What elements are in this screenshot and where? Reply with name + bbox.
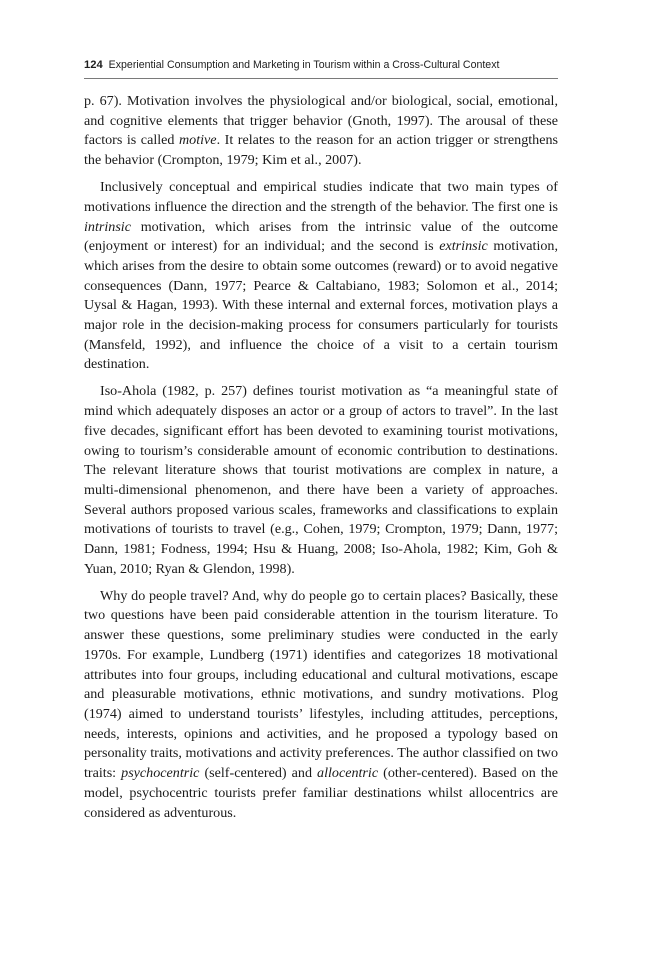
paragraph-tourist-motivation <box>84 382 558 579</box>
text-run: motivation, which arises from the intrinsic value of the outcome (enjoyment or interest) for an individual; and the second is <box>84 218 558 255</box>
italic-term-extrinsic: extrinsic <box>439 238 488 255</box>
paragraph-motivation-types <box>84 178 558 375</box>
text-run: . It relates to the reason for an action trigger or strengthens the behavior (Crompton, 1979; Kim et al., 2007). <box>84 132 558 169</box>
text-run: Why do people travel? And, why do people go to certain places? Basically, these two questions have been paid considerable attention in the tourism literature. To answer these questions, some preliminary studies were conducted in the early 1970s. For example, Lundberg (1971) identifies and categorizes 18 motivational attributes into four groups, including educational and cultural motivations, escape and pleasurable motivations, ethnic motivations, and sundry motivations. Plog (1974) aimed to understand tourists’ lifestyles, including attitudes, perceptions, needs, interests, opinions and activities, and he proposed a typology based on personality traits, motivations and activity preferences. The author classified on two traits: <box>84 587 558 782</box>
text-run: (other-centered). Based on the model, psychocentric tourists prefer familiar destinations whilst allocentrics are considered as adventurous. <box>84 765 558 821</box>
text-run: Inclusively conceptual and empirical studies indicate that two main types of motivations influence the direction and the strength of the behavior. The first one is <box>84 179 558 215</box>
body-text <box>84 92 558 823</box>
text-run: p. 67). Motivation involves the physiological and/or biological, social, emotional, and cognitive elements that trigger behavior (Gnoth, 1997). The arousal of these factors is called <box>84 93 558 149</box>
text-run: motivation, which arises from the desire to obtain some outcomes (reward) or to avoid negative consequences (Dann, 1977; Pearce & Caltabiano, 1983; Solomon et al., 2014; Uysal & Hagan, 1993). With these internal and external forces, motivation plays a major role in the decision-making process for consumers particularly for tourists (Mansfeld, 1992), and influence the choice of a visit to a certain tourism destination. <box>84 238 558 373</box>
italic-term-allocentric: allocentric <box>317 765 379 782</box>
text-run: Iso-Ahola (1982, p. 257) defines tourist motivation as “a meaningful state of mind which adequately disposes an actor or a group of actors to travel”. In the last five decades, significant effort has been devoted to examining tourist motivations, owing to tourism’s considerable amount of economic contribution to destinations. The relevant literature shows that tourist motivations are complex in nature, a multi-dimensional phenomenon, and there have been a variety of approaches. Several authors proposed various scales, frameworks and classifications to explain motivations of tourists to travel (e.g., Cohen, 1979; Crompton, 1979; Dann, 1977; Dann, 1981; Fodness, 1994; Hsu & Huang, 2008; Iso-Ahola, 1982; Kim, Goh & Yuan, 2010; Ryan & Glendon, 1998). <box>84 383 558 577</box>
italic-term-motive: motive <box>179 132 217 149</box>
paragraph-why-travel <box>84 587 558 823</box>
paragraph-motivation-definition <box>84 92 558 171</box>
book-page <box>84 58 558 831</box>
text-run: (self-centered) and <box>199 765 318 782</box>
italic-term-intrinsic: intrinsic <box>84 218 131 235</box>
running-title: Experiential Consumption and Marketing in Tourism within a Cross-Cultural Context <box>108 59 500 71</box>
running-header <box>84 58 558 79</box>
italic-term-psychocentric: psychocentric <box>121 765 200 782</box>
page-number: 124 <box>84 59 103 71</box>
